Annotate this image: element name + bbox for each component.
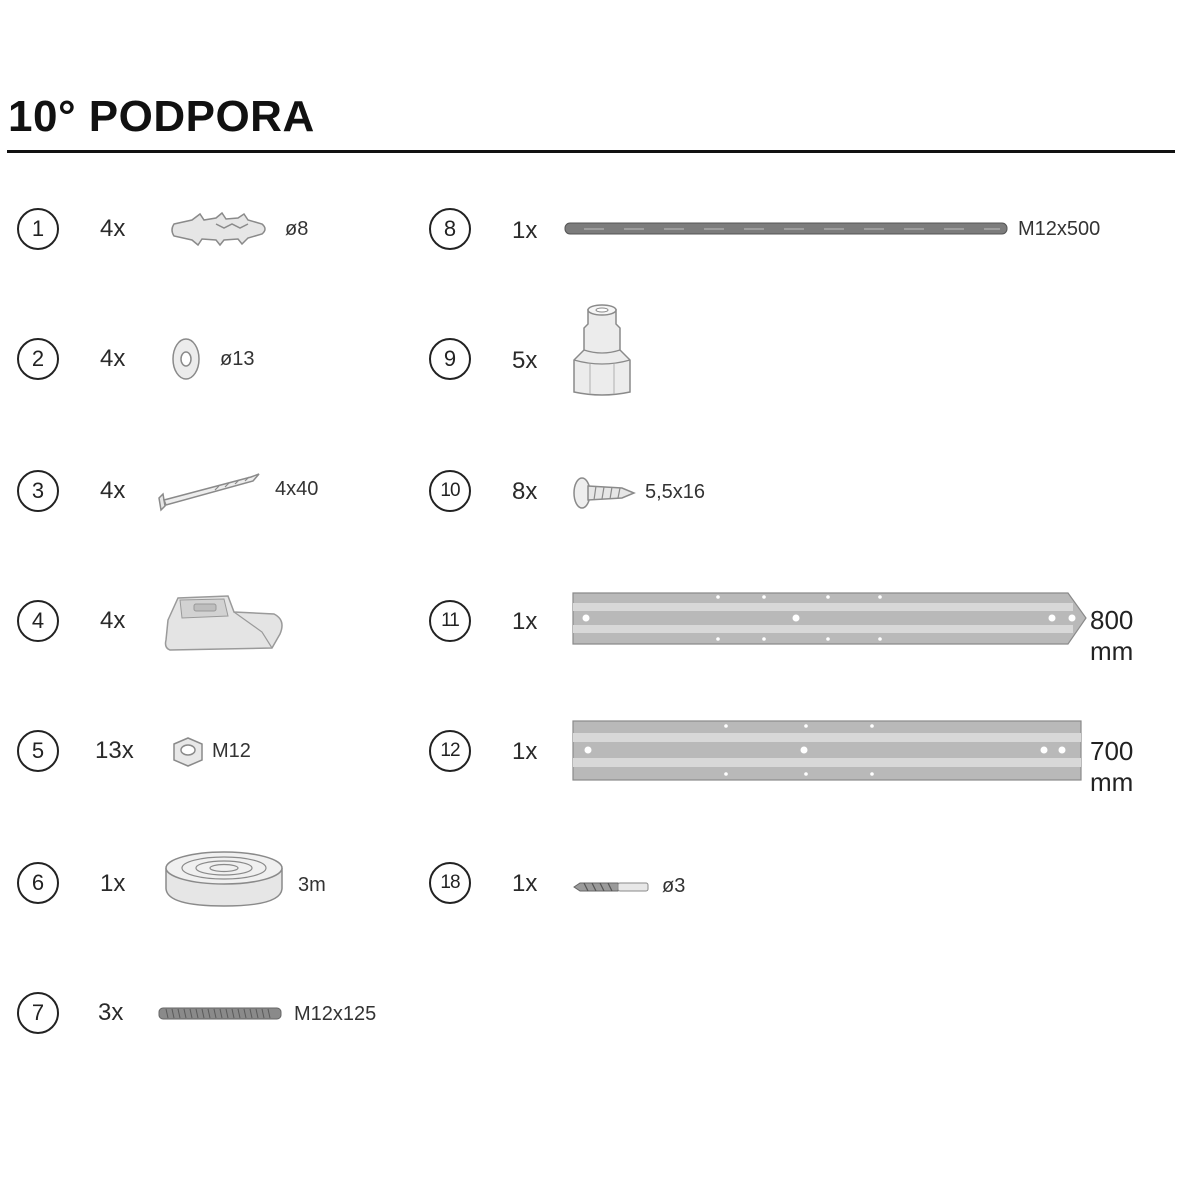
spacer-nut-icon (570, 302, 636, 398)
washer-icon (168, 336, 204, 382)
tape-roll-icon (162, 850, 288, 910)
threaded-rod-icon (158, 1006, 284, 1022)
part-spec: 3m (298, 874, 326, 896)
wall-plug-icon (170, 212, 270, 248)
part-quantity: 1x (512, 217, 538, 244)
part-quantity: 8x (512, 478, 538, 505)
part-spec: ø8 (285, 218, 309, 240)
part-quantity: 4x (100, 607, 126, 634)
part-number-badge: 2 (17, 338, 59, 380)
part-quantity: 5x (512, 347, 538, 374)
part-quantity: 1x (512, 738, 538, 765)
part-quantity: 1x (100, 870, 126, 897)
part-number-badge: 4 (17, 600, 59, 642)
part-quantity: 3x (98, 999, 124, 1026)
part-spec: M12x125 (294, 1003, 377, 1025)
rail-700-icon (572, 720, 1084, 782)
page-title: 10° PODPORA (8, 92, 315, 141)
part-number-badge: 10 (429, 470, 471, 512)
part-number-badge: 3 (17, 470, 59, 512)
drill-bit-icon (572, 880, 652, 894)
part-quantity: 4x (100, 215, 126, 242)
long-threaded-rod-icon (564, 222, 1010, 236)
part-spec: M12x500 (1018, 218, 1101, 240)
part-number-badge: 7 (17, 992, 59, 1034)
screw-icon (155, 470, 265, 520)
part-number-badge: 12 (429, 730, 471, 772)
part-spec: M12 (212, 740, 251, 762)
part-number-badge: 18 (429, 862, 471, 904)
part-spec: 800 mm (1090, 605, 1134, 666)
part-spec: ø3 (662, 875, 686, 897)
part-quantity: 1x (512, 870, 538, 897)
title-divider (7, 150, 1175, 153)
part-spec: 700 mm (1090, 736, 1134, 797)
part-quantity: 1x (512, 608, 538, 635)
part-number-badge: 5 (17, 730, 59, 772)
part-quantity: 13x (95, 737, 134, 764)
rail-800-icon (572, 592, 1088, 646)
part-spec: 4x40 (275, 478, 319, 500)
part-spec: ø13 (220, 348, 255, 370)
part-number-badge: 8 (429, 208, 471, 250)
nut-icon (168, 736, 208, 768)
part-number-badge: 1 (17, 208, 59, 250)
part-quantity: 4x (100, 345, 126, 372)
part-number-badge: 11 (429, 600, 471, 642)
part-number-badge: 6 (17, 862, 59, 904)
part-spec: 5,5x16 (645, 481, 706, 503)
part-number-badge: 9 (429, 338, 471, 380)
pad-icon (162, 590, 288, 656)
part-quantity: 4x (100, 477, 126, 504)
self-tapping-screw-icon (572, 476, 638, 510)
